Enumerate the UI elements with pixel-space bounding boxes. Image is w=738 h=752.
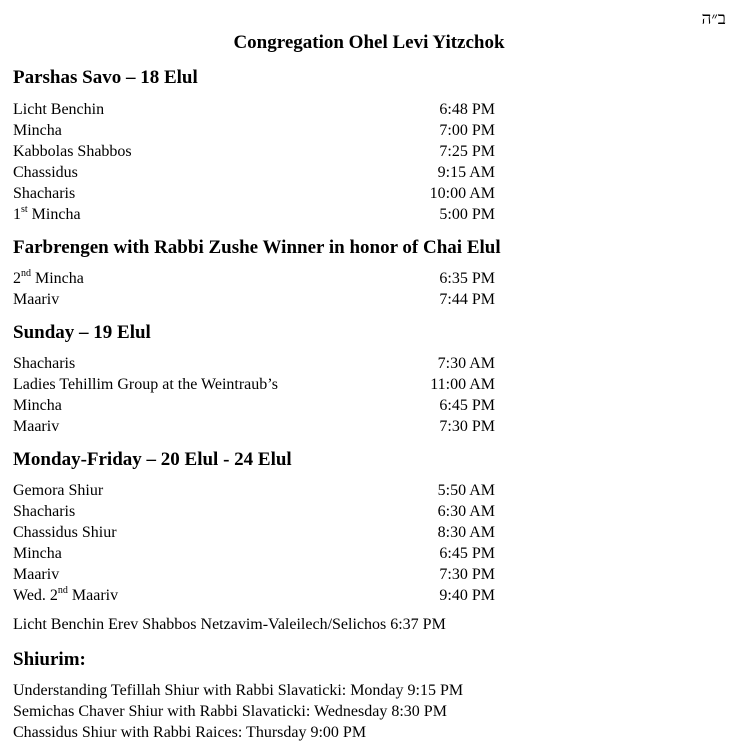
schedule-time: 9:40 PM (439, 587, 495, 604)
schedule-time: 8:30 AM (437, 524, 495, 541)
schedule-time: 6:30 AM (437, 503, 495, 520)
schedule-row (13, 416, 495, 437)
licht-benchin-erev-shabbos (13, 616, 446, 634)
farbrengen-schedule (13, 268, 495, 310)
schedule-label: Chassidus Shiur (13, 524, 117, 541)
shiur-line: Understanding Tefillah Shiur with Rabbi Slavaticki: Monday 9:15 PM (13, 682, 464, 699)
ordinal-number: 1 (13, 206, 21, 223)
shiur-line: Semichas Chaver Shiur with Rabbi Slavaticki: Wednesday 8:30 PM (13, 703, 447, 720)
schedule-label-text: Mincha (31, 270, 84, 287)
schedule-label: Mincha (13, 122, 62, 139)
shiur-line: Chassidus Shiur with Rabbi Raices: Thursday 9:00 PM (13, 724, 367, 741)
schedule-time: 7:30 PM (439, 418, 495, 435)
schedule-row (13, 268, 495, 289)
schedule-label: Chassidus (13, 164, 78, 181)
schedule-time: 6:35 PM (439, 270, 495, 287)
schedule-row (13, 501, 495, 522)
sunday-schedule (13, 353, 495, 437)
schedule-label: Maariv (13, 291, 60, 308)
section-heading-sunday: Sunday – 19 Elul (13, 322, 151, 343)
schedule-time: 7:00 PM (439, 122, 495, 139)
shiurim-list (13, 680, 463, 743)
schedule-label: Mincha (13, 545, 62, 562)
schedule-label-text: Mincha (27, 206, 81, 223)
schedule-label: Kabbolas Shabbos (13, 143, 132, 160)
bh-header-mark: ב״ה (701, 9, 726, 28)
schedule-label: Ladies Tehillim Group at the Weintraub’s (13, 376, 278, 393)
schedule-time: 6:45 PM (439, 397, 495, 414)
ordinal-suffix: nd (57, 584, 68, 596)
schedule-row (13, 543, 495, 564)
ordinal-suffix: nd (21, 267, 31, 279)
schedule-time: 9:15 AM (437, 164, 495, 181)
schedule-label (13, 203, 81, 223)
schedule-label: Licht Benchin (13, 101, 105, 118)
schedule-time: 11:00 AM (430, 376, 495, 393)
schedule-label: Shacharis (13, 355, 76, 372)
schedule-time: 6:45 PM (439, 545, 495, 562)
parshas-schedule (13, 99, 495, 225)
weekday-schedule (13, 480, 495, 606)
ordinal-number: 2 (13, 270, 21, 287)
schedule-time: 7:30 PM (439, 566, 495, 583)
schedule-label: Maariv (13, 418, 60, 435)
schedule-row (13, 374, 495, 395)
schedule-label: Shacharis (13, 503, 76, 520)
schedule-time: 6:48 PM (439, 101, 495, 118)
schedule-label: Maariv (13, 566, 60, 583)
schedule-time: 7:25 PM (439, 143, 495, 160)
schedule-row (13, 353, 495, 374)
schedule-label (13, 267, 84, 287)
section-heading-parshas: Parshas Savo – 18 Elul (13, 67, 198, 88)
schedule-label: Shacharis (13, 185, 76, 202)
schedule-time: 5:00 PM (439, 206, 495, 223)
section-heading-shiurim: Shiurim: (13, 649, 86, 670)
schedule-label: Mincha (13, 397, 62, 414)
schedule-time: 5:50 AM (437, 482, 495, 499)
schedule-row (13, 120, 495, 141)
schedule-row (13, 162, 495, 183)
section-heading-farbrengen: Farbrengen with Rabbi Zushe Winner in honor of Chai Elul (13, 237, 501, 258)
schedule-row (13, 183, 495, 204)
schedule-label: Licht Benchin Erev Shabbos Netzavim-Valeilech/Selichos (13, 616, 387, 633)
ordinal-suffix: st (21, 203, 28, 215)
schedule-time: 7:44 PM (439, 291, 495, 308)
schedule-label (13, 584, 119, 604)
schedule-row (13, 141, 495, 162)
schedule-time: 6:37 PM (390, 616, 446, 633)
schedule-row (13, 99, 495, 120)
schedule-time: 10:00 AM (429, 185, 495, 202)
schedule-row (13, 204, 495, 225)
section-heading-weekday: Monday-Friday – 20 Elul - 24 Elul (13, 449, 292, 470)
schedule-label: Gemora Shiur (13, 482, 104, 499)
schedule-row (13, 480, 495, 501)
schedule-row (13, 289, 495, 310)
schedule-label-text: Maariv (67, 587, 119, 604)
schedule-row (13, 395, 495, 416)
schedule-row (13, 585, 495, 606)
schedule-time: 7:30 AM (437, 355, 495, 372)
schedule-row (13, 564, 495, 585)
page-title: Congregation Ohel Levi Yitzchok (233, 32, 505, 53)
schedule-label-prefix: Wed. 2 (13, 587, 58, 604)
schedule-row (13, 522, 495, 543)
